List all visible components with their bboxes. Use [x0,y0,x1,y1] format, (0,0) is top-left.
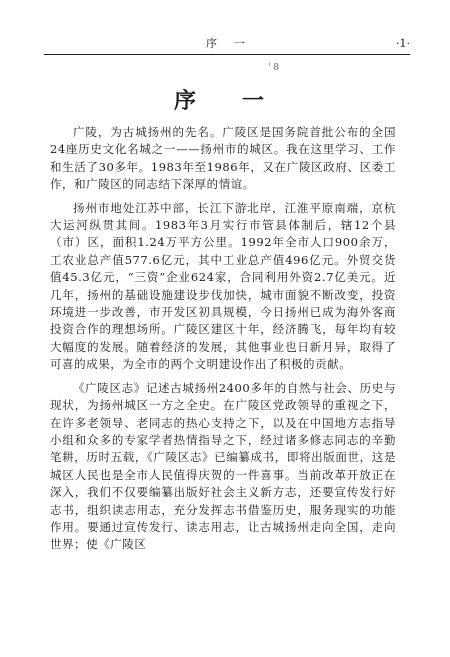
chapter-title: 序 一 [173,88,276,114]
page-number: ·1· [396,37,410,50]
paragraph-2: 扬州市地处江苏中部，长江下游北岸，江淮平原南端，京杭大运河纵贯其间。1983年3月实行市管县体制后，辖12个县（市）区，面积1.24万平方公里。1992年全市人口900余万，工农业总产值577.6亿元，其中工业总产值496亿元。外贸交货值45.3亿元，“三资”企业624家，合同利用外资2.7亿美元。近几年，扬州的基础设施建设步伐加快，城市面貌不断改变，投资环境进一步改善，市开发区初具规模，今日扬州已成为海外客商投资合作的理想场所。广陵区建区十年，经济腾飞，每年均有较大幅度的发展。随着经济的发展，其他事业也日新月异，取得了可喜的成果，为全市的两个文明建设作出了积极的贡献。 [50,200,396,372]
running-header [44,36,410,55]
paragraph-3: 《广陵区志》记述古城扬州2400多年的自然与社会、历史与现状，为扬州城区一方之全史。在广陵区党政领导的重视之下，在许多老领导、老同志的热心支持之下，以及在中国地方志指导小组和众多的专家学者热情指导之下，经过诸多修志同志的辛勤笔耕，历时五载，《广陵区志》已编纂成书，即将出版面世，这是城区人民也是全市人民值得庆贺的一件喜事。当前改革开放正在深入，我们不仅要编纂出版好社会主义新方志，还要宣传发行好志书，组织读志用志，充分发挥志书借鉴历史，服务现实的功能作用。要通过宣传发行、读志用志，让古城扬州走向全国，走向世界；使《广陵区 [50,380,396,552]
running-header-title: 序 一 [206,37,248,50]
body-text [50,124,396,560]
paragraph-1: 广陵，为古城扬州的先名。广陵区是国务院首批公布的全国24座历史文化名城之一——扬州市的城区。我在这里学习、工作和生活了30多年。1983年至1986年，又在广陵区政府、区委工作，和广陵区的同志结下深厚的情谊。 [50,125,396,192]
ink-mark: ' 8 [268,63,280,73]
